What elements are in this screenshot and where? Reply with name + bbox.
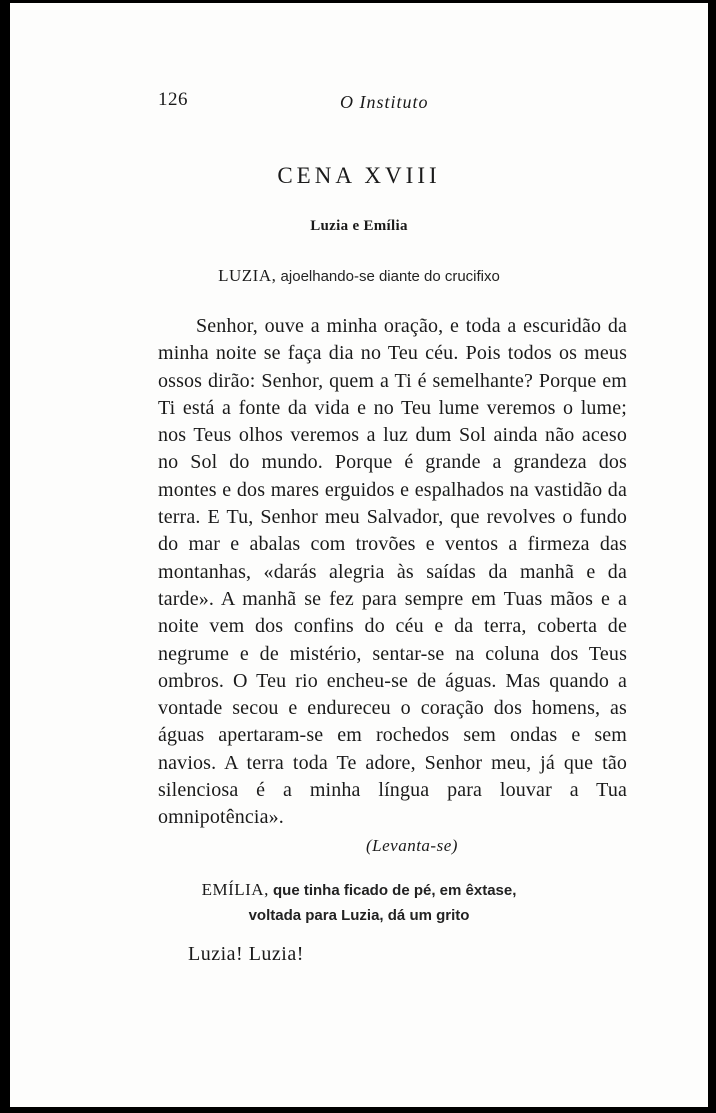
- stage-action: (Levanta-se): [366, 836, 458, 855]
- stage-direction-text: ajoelhando-se diante do crucifixo: [280, 268, 500, 285]
- scene-title: CENA XVIII: [277, 163, 441, 188]
- stage-direction-text: que tinha ficado de pé, em êxtase,: [273, 882, 517, 899]
- speaker-name: EMÍLIA,: [201, 880, 269, 899]
- page-number: 126: [158, 89, 188, 110]
- stage-direction-emilia: [10, 877, 708, 928]
- emilia-line: Luzia! Luzia!: [188, 943, 304, 965]
- running-title: O Instituto: [340, 92, 429, 112]
- stage-direction-luzia: [10, 266, 708, 286]
- scene-characters: Luzia e Emília: [310, 218, 408, 234]
- stage-direction-text: voltada para Luzia, dá um grito: [248, 907, 470, 924]
- speaker-name: LUZIA,: [218, 266, 277, 285]
- luzia-speech: Senhor, ouve a minha oração, e toda a escuridão da minha noite se faça dia no Teu céu. Pois todos os meus ossos dirão: Senhor, quem a Ti é semelhante? Porque em Ti está a fonte da vida e no Teu lume veremos o lume; nos Teus olhos veremos a luz dum Sol ainda não aceso no Sol do mundo. Porque é grande a grandeza dos montes e dos mares erguidos e espalhados na vastidão da terra. E Tu, Senhor meu Salvador, que revolves o fundo do mar e abalas com trovões e ventos a firmeza das montanhas, «darás alegria às saídas da manhã e da tarde». A manhã se fez para sempre em Tuas mãos e a noite vem dos confins do céu e da terra, coberta de negrume e de mistério, sentar-se na coluna dos Teus ombros. O Teu rio encheu-se de águas. Mas quando a vontade secou e endureceu o coração dos homens, as águas apertaram-se em rochedos sem ondas e sem navios. A terra toda Te adore, Senhor meu, já que tão silenciosa é a minha língua para louvar a Tua omnipotência».: [158, 315, 627, 829]
- page-header: [10, 89, 708, 113]
